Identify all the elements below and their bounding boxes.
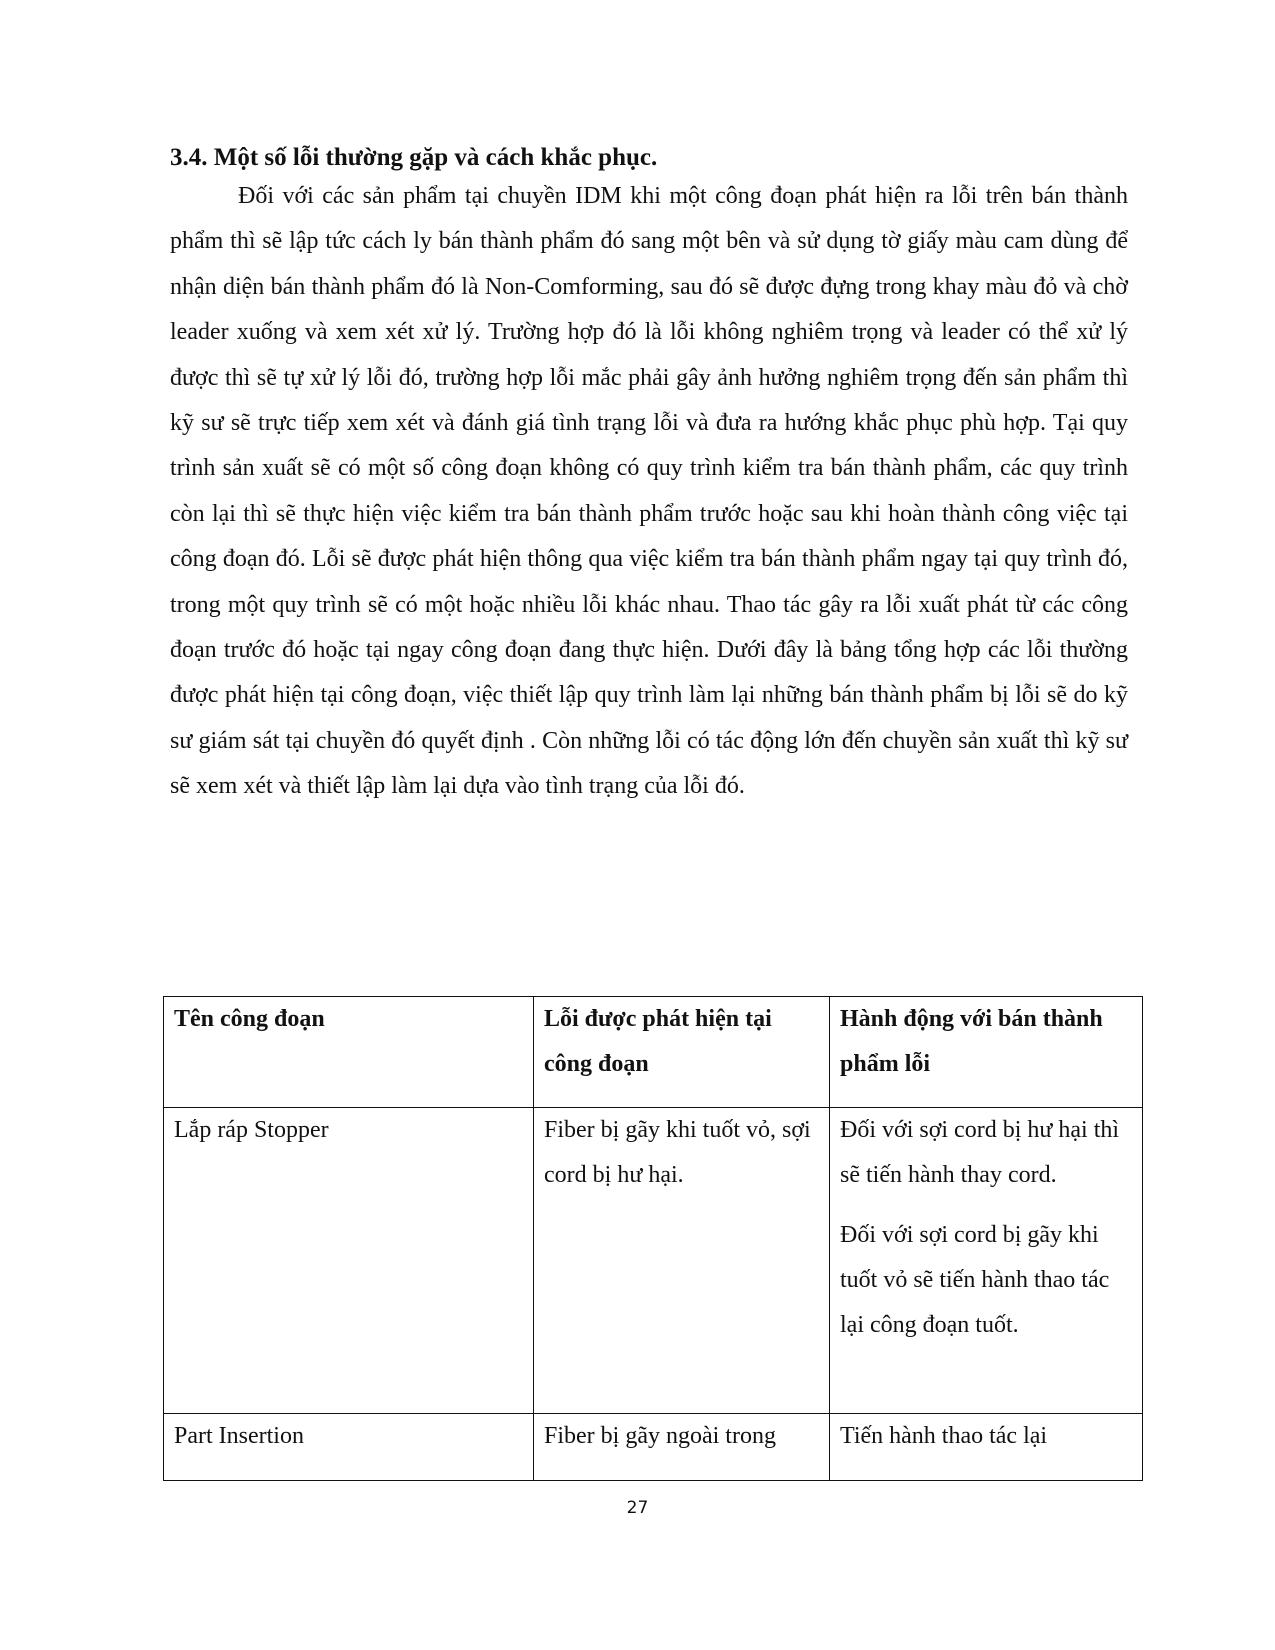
header-stage: Tên công đoạn	[164, 997, 534, 1108]
header-action: Hành động với bán thành phẩm lỗi	[830, 997, 1143, 1108]
table-row	[164, 1108, 1143, 1414]
cell-defect	[534, 1414, 830, 1481]
section-heading: 3.4. Một số lỗi thường gặp và cách khắc phục.	[170, 144, 658, 171]
table-header-row	[164, 997, 1143, 1108]
cell-defect	[534, 1108, 830, 1414]
defect-text: Fiber bị gãy khi tuốt vỏ, sợi cord bị hư hại.	[544, 1117, 811, 1188]
table-row	[164, 1414, 1143, 1481]
header-defect: Lỗi được phát hiện tại công đoạn	[534, 997, 830, 1108]
stage-text: Part Insertion	[174, 1423, 304, 1449]
action-text: Đối với sợi cord bị gãy khi tuốt vỏ sẽ tiến hành thao tác lại công đoạn tuốt.	[840, 1222, 1110, 1338]
defect-text: Fiber bị gãy ngoài trong	[544, 1423, 776, 1449]
stage-text: Lắp ráp Stopper	[174, 1117, 329, 1143]
cell-stage	[164, 1414, 534, 1481]
action-text: Đối với sợi cord bị hư hại thì sẽ tiến hành thay cord.	[840, 1117, 1120, 1188]
page-number: 27	[626, 1498, 649, 1518]
cell-stage	[164, 1108, 534, 1414]
body-paragraph: Đối với các sản phẩm tại chuyền IDM khi một công đoạn phát hiện ra lỗi trên bán thành phẩm thì sẽ lập tức cách ly bán thành phẩm đó sang một bên và sử dụng tờ giấy màu cam dùng để nhận diện bán thành phẩm đó là Non-Comforming, sau đó sẽ được đựng trong khay màu đỏ và chờ leader xuống và xem xét xử lý. Trường hợp đó là lỗi không nghiêm trọng và leader có thể xử lý được thì sẽ tự xử lý lỗi đó, trường hợp lỗi mắc phải gây ảnh hưởng nghiêm trọng đến sản phẩm thì kỹ sư sẽ trực tiếp xem xét và đánh giá tình trạng lỗi và đưa ra hướng khắc phục phù hợp. Tại quy trình sản xuất sẽ có một số công đoạn không có quy trình kiểm tra bán thành phẩm, các quy trình còn lại thì sẽ thực hiện việc kiểm tra bán thành phẩm trước hoặc sau khi hoàn thành công việc tại công đoạn đó. Lỗi sẽ được phát hiện thông qua việc kiểm tra bán thành phẩm ngay tại quy trình đó, trong một quy trình sẽ có một hoặc nhiều lỗi khác nhau. Thao tác gây ra lỗi xuất phát từ các công đoạn trước đó hoặc tại ngay công đoạn đang thực hiện. Dưới đây là bảng tổng hợp các lỗi thường được phát hiện tại công đoạn, việc thiết lập quy trình làm lại những bán thành phẩm bị lỗi sẽ do kỹ sư giám sát tại chuyền đó quyết định . Còn những lỗi có tác động lớn đến chuyền sản xuất thì kỹ sư sẽ xem xét và thiết lập làm lại dựa vào tình trạng của lỗi đó.	[170, 183, 1128, 800]
action-text: Tiến hành thao tác lại	[840, 1423, 1048, 1449]
cell-action	[830, 1414, 1143, 1481]
defect-table	[163, 996, 1143, 1481]
cell-action	[830, 1108, 1143, 1414]
